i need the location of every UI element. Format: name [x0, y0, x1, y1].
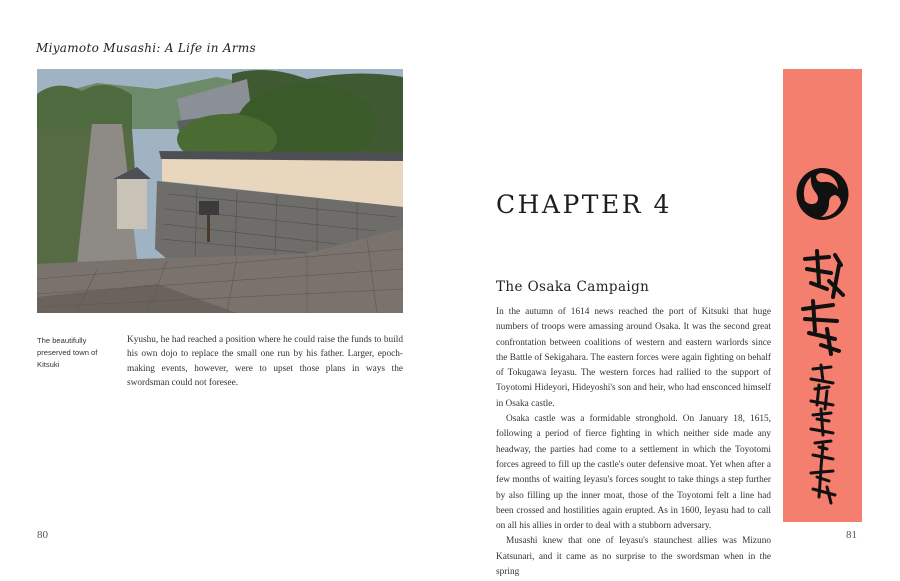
chapter-banner: [783, 69, 862, 522]
page-number-left: 80: [37, 529, 48, 541]
calligraphy-inscription: [803, 251, 843, 503]
left-body-text: [127, 333, 403, 390]
chapter-title: CHAPTER 4: [496, 190, 672, 219]
body-paragraph-1: In the autumn of 1614 news reached the port of Kitsuki that huge numbers of troops were amassing around Osaka. It was the second great confrontation between coalitions of western and eastern warlords since the Battle of Sekigahara. The eastern forces were again fighting on behalf of Tokugawa Ieyasu. The western forces had rallied to the support of Toyotomi Hideyori, Hideyoshi's son and heir, who had ensconced himself in Osaka castle.: [496, 307, 771, 409]
photo-caption: The beautifully preserved town of Kitsuki: [37, 336, 98, 369]
body-paragraph-2: Osaka castle was a formidable stronghold. On January 18, 1615, following a period of fierce fighting in which neither side made any headway, the parties had come to a settlement in which the Toyotomi forces agreed to fill up the castle's outer defensive moat. Yet when after a few months of waiting Ieyasu's forces sought to take things a step further by also filling up the inner moat, those of the Toyotomi felt a line had been crossed and hostilities again erupted. As in 1600, Ieyasu had to call on all his allies in order to deal with a stubborn adversary.: [496, 414, 771, 532]
running-head: Miyamoto Musashi: A Life in Arms: [36, 41, 256, 55]
kitsuki-street-photo: [37, 69, 403, 313]
left-paragraph: Kyushu, he had reached a position where he could raise the funds to build his own dojo to replace the small one run by his father. Larger, epoch-making events, however, were to upset those plans in ways the swordsman could not foresee.: [127, 335, 403, 388]
mitsudomoe-crest-icon: [797, 168, 849, 220]
right-body-text: [496, 305, 771, 580]
section-title: The Osaka Campaign: [496, 279, 650, 295]
body-paragraph-3: Musashi knew that one of Ieyasu's staunchest allies was Mizuno Katsunari, and it came as no surprise to the swordsman when in the spring: [496, 536, 771, 578]
page-number-right: 81: [846, 529, 857, 541]
